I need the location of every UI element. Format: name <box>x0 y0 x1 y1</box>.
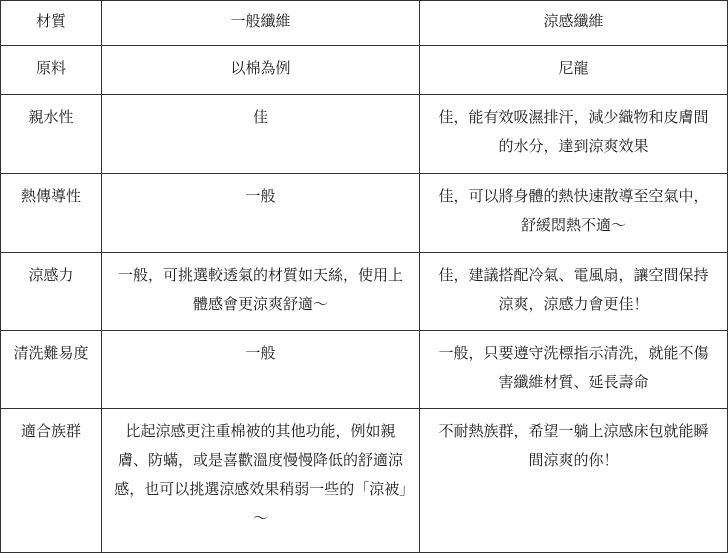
table-row <box>1 46 728 95</box>
row-label: 原料 <box>1 46 102 95</box>
table-row <box>1 409 728 553</box>
cooling-fiber-cell: 一般，只要遵守洗標指示清洗，就能不傷害纖維材質、延長壽命 <box>420 331 728 409</box>
table-row <box>1 95 728 174</box>
header-cell-regular-fiber: 一般纖維 <box>102 1 420 46</box>
table-row <box>1 174 728 253</box>
row-label: 熱傳導性 <box>1 174 102 253</box>
cooling-fiber-cell: 佳，建議搭配冷氣、電風扇，讓空間保持涼爽，涼感力會更佳！ <box>420 253 728 331</box>
header-cell-cooling-fiber: 涼感纖維 <box>420 1 728 46</box>
row-label: 適合族群 <box>1 409 102 553</box>
row-label: 清洗難易度 <box>1 331 102 409</box>
regular-fiber-cell: 一般 <box>102 331 420 409</box>
header-row <box>1 1 728 46</box>
regular-fiber-cell: 一般，可挑選較透氣的材質如天絲，使用上體感會更涼爽舒適～ <box>102 253 420 331</box>
row-label: 親水性 <box>1 95 102 174</box>
cooling-fiber-cell: 尼龍 <box>420 46 728 95</box>
table-row <box>1 331 728 409</box>
regular-fiber-cell: 比起涼感更注重棉被的其他功能，例如親膚、防蟎，或是喜歡溫度慢慢降低的舒適涼感，也可以挑選涼感效果稍弱一些的「涼被」～ <box>102 409 420 553</box>
regular-fiber-cell: 一般 <box>102 174 420 253</box>
cooling-fiber-cell: 佳，能有效吸濕排汗，減少織物和皮膚間的水分，達到涼爽效果 <box>420 95 728 174</box>
row-label: 涼感力 <box>1 253 102 331</box>
table-row <box>1 253 728 331</box>
regular-fiber-cell: 佳 <box>102 95 420 174</box>
cooling-fiber-cell: 不耐熱族群，希望一躺上涼感床包就能瞬間涼爽的你！ <box>420 409 728 553</box>
cooling-fiber-cell: 佳，可以將身體的熱快速散導至空氣中，舒緩悶熱不適～ <box>420 174 728 253</box>
header-cell-material: 材質 <box>1 1 102 46</box>
regular-fiber-cell: 以棉為例 <box>102 46 420 95</box>
